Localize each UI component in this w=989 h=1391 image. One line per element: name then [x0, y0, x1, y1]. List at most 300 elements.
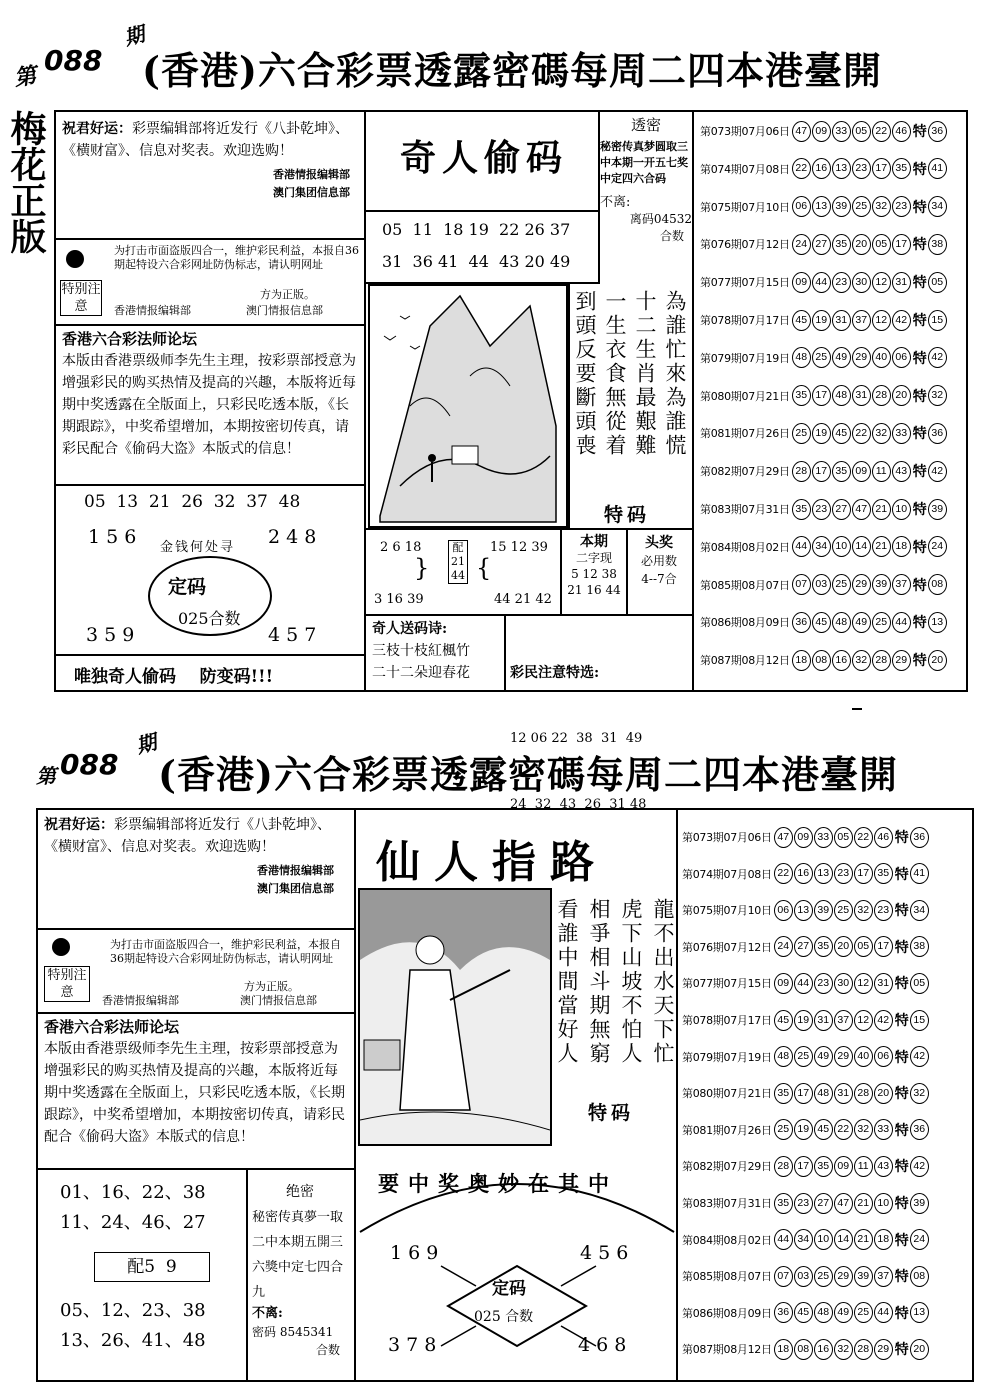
top-forum: [62, 328, 358, 460]
number-ball: 16: [832, 650, 851, 671]
number-ball: 22: [854, 827, 873, 848]
history-row: [682, 1334, 930, 1364]
number-ball: 49: [852, 612, 871, 633]
qiren-l1: 三枝十枝紅楓竹: [372, 643, 470, 659]
forum-title: 香港六合彩法师论坛: [62, 330, 198, 348]
number-ball: 33: [814, 827, 833, 848]
benqi-box: [562, 534, 626, 598]
history-label: 第085期08月07日: [700, 578, 790, 592]
top-num-bl: 3 5 9: [86, 624, 135, 646]
issue-number: 088: [44, 44, 103, 77]
number-ball: 32: [854, 1119, 873, 1140]
notice-text: 为打击市面盗版四合一，维护彩民利益，本报自36期起特设六合彩网址防伪标志，请认明网址: [114, 244, 359, 271]
history-row: [682, 822, 930, 852]
history-row: [700, 418, 948, 448]
landscape-icon: [370, 286, 566, 526]
bottom-heshu: 025 合数: [474, 1309, 534, 1325]
te-label: 特: [912, 275, 927, 292]
number-ball: 27: [832, 499, 851, 520]
toujiang-title: 头奖: [645, 535, 673, 551]
te-ball: 15: [928, 310, 947, 331]
sage-icon: [360, 890, 550, 1144]
top-slogan: 唯独奇人偷码 防变码!!!: [74, 667, 274, 687]
number-ball: 48: [774, 1046, 793, 1067]
history-row: [700, 381, 948, 411]
touhmi-code: 离码04532: [629, 212, 692, 226]
number-ball: 49: [814, 1046, 833, 1067]
history-row: [682, 1225, 930, 1255]
nums-l1: 01、16、22、38: [60, 1182, 206, 1203]
number-ball: 48: [814, 1083, 833, 1104]
bottom-illustration: [358, 888, 552, 1146]
number-ball: 19: [812, 423, 831, 444]
number-ball: 37: [834, 1010, 853, 1031]
number-ball: 17: [892, 234, 911, 255]
history-row: [700, 570, 948, 600]
number-ball: 17: [812, 461, 831, 482]
divider: [54, 324, 366, 326]
number-ball: 21: [854, 1193, 873, 1214]
number-ball: 22: [872, 121, 891, 142]
number-ball: 12: [872, 310, 891, 331]
number-ball: 18: [874, 1229, 893, 1250]
bottom-forum: [44, 1016, 348, 1148]
number-ball: 25: [774, 1119, 793, 1140]
number-ball: 11: [872, 461, 891, 482]
te-ball: 20: [928, 650, 947, 671]
number-ball: 07: [774, 1266, 793, 1287]
number-ball: 47: [852, 499, 871, 520]
te-label: 特: [894, 1232, 909, 1249]
number-ball: 35: [832, 461, 851, 482]
notice-label: 特别注意: [61, 282, 101, 314]
number-ball: 24: [774, 936, 793, 957]
headline: (香港)六合彩票透露密碼每周二四本港臺開: [158, 752, 898, 797]
notice-sign1: 香港情报编辑部: [114, 304, 191, 317]
number-ball: 17: [794, 1156, 813, 1177]
pei-left-bot: 3 16 39: [374, 592, 424, 607]
number-ball: 35: [832, 234, 851, 255]
number-ball: 35: [892, 158, 911, 179]
number-ball: 49: [832, 347, 851, 368]
history-row: [682, 1261, 930, 1291]
number-ball: 35: [814, 936, 833, 957]
top-tema: 特码: [604, 504, 651, 526]
forum-body: 本版由香港票级师李先生主理，按彩票部授意为增强彩民的购买热情及提高的兴趣，本版将近每期中奖透露在全版面上，只彩民吃透本版，《长期跟踪》，中奖希望增加，本期按密切传真，请彩民配合《偷码大盗》本版式的信息！: [44, 1041, 345, 1145]
divider: [364, 110, 366, 692]
number-ball: 16: [812, 158, 831, 179]
number-ball: 49: [834, 1302, 853, 1323]
history-row: [700, 645, 948, 675]
history-row: [682, 1005, 930, 1035]
number-ball: 29: [834, 1266, 853, 1287]
history-row: [700, 305, 948, 335]
number-ball: 18: [892, 536, 911, 557]
history-label: 第075期07月10日: [700, 200, 790, 214]
number-ball: 29: [834, 1046, 853, 1067]
number-ball: 06: [874, 1046, 893, 1067]
history-label: 第074期07月08日: [700, 162, 790, 176]
number-ball: 06: [892, 347, 911, 368]
number-ball: 32: [834, 1339, 853, 1360]
greeting-sign2: 澳门集团信息部: [273, 186, 350, 199]
number-ball: 24: [792, 234, 811, 255]
te-ball: 24: [910, 1229, 929, 1250]
number-ball: 19: [812, 310, 831, 331]
qiren-l2: 二十二朵迎春花: [372, 665, 470, 681]
number-ball: 39: [872, 574, 891, 595]
history-row: [682, 895, 930, 925]
history-label: 第084期08月02日: [700, 540, 790, 554]
juemi-code: 密码 8545341: [252, 1325, 334, 1339]
pei-right-bot: 44 21 42: [494, 592, 552, 607]
number-ball: 31: [832, 310, 851, 331]
number-ball: 22: [774, 863, 793, 884]
number-ball: 14: [834, 1229, 853, 1250]
number-ball: 27: [812, 234, 831, 255]
number-ball: 43: [892, 461, 911, 482]
history-row: [700, 607, 948, 637]
number-ball: 48: [814, 1302, 833, 1323]
te-ball: 36: [910, 827, 929, 848]
history-label: 第077期07月15日: [682, 977, 772, 991]
top-codes-2: 31 36 41 44 43 20 49: [382, 252, 571, 271]
number-ball: 09: [792, 272, 811, 293]
number-ball: 33: [892, 423, 911, 444]
history-row: [700, 192, 948, 222]
history-row: [700, 116, 948, 146]
divider: [54, 654, 366, 656]
number-ball: 10: [832, 536, 851, 557]
history-label: 第081期07月26日: [700, 427, 790, 441]
history-label: 第081期07月26日: [682, 1123, 772, 1137]
forum-body: 本版由香港票级师李先生主理，按彩票部授意为增强彩民的购买热情及提高的兴趣，本版将近每期中奖透露在全版面上，只彩民吃透本版，《长期跟踪》，中奖希望增加，本期按密切传真，请彩民配合《偷码大盗》本版式的信息！: [62, 353, 356, 457]
number-ball: 28: [792, 461, 811, 482]
number-ball: 29: [852, 574, 871, 595]
number-ball: 48: [832, 612, 851, 633]
notice-text: 为打击市面盗版四合一，维护彩民利益，本报自36期起特设六合彩网址防伪标志，请认明网址: [110, 938, 341, 965]
divider: [366, 528, 692, 530]
history-row: [682, 1115, 930, 1145]
te-label: 特: [894, 1342, 909, 1359]
number-ball: 28: [872, 650, 891, 671]
number-ball: 23: [852, 158, 871, 179]
number-ball: 19: [794, 1119, 813, 1140]
te-label: 特: [894, 903, 909, 920]
history-row: [682, 1078, 930, 1108]
number-ball: 39: [854, 1266, 873, 1287]
number-ball: 21: [872, 536, 891, 557]
history-row: [682, 1151, 930, 1181]
number-ball: 28: [872, 385, 891, 406]
bottom-notice: [44, 934, 350, 1010]
notice-sign1: 香港情报编辑部: [102, 994, 179, 1007]
te-ball: 08: [928, 574, 947, 595]
history-label: 第086期08月09日: [700, 616, 790, 630]
te-ball: 34: [928, 196, 947, 217]
history-label: 第082期07月29日: [700, 465, 790, 479]
number-ball: 32: [872, 196, 891, 217]
number-ball: 12: [854, 973, 873, 994]
number-ball: 31: [852, 385, 871, 406]
number-ball: 43: [874, 1156, 893, 1177]
number-ball: 23: [832, 272, 851, 293]
number-ball: 45: [794, 1302, 813, 1323]
te-label: 特: [912, 124, 927, 140]
number-ball: 31: [834, 1083, 853, 1104]
te-label: 特: [912, 539, 927, 556]
number-ball: 35: [792, 385, 811, 406]
history-row: [700, 229, 948, 259]
brace-icon: }: [414, 554, 430, 582]
greeting-sign1: 香港情报编辑部: [273, 168, 350, 181]
notice-label: 特别注意: [44, 966, 90, 1002]
number-ball: 20: [852, 234, 871, 255]
number-ball: 23: [812, 499, 831, 520]
juemi-buli: 不离:: [252, 1306, 283, 1321]
number-ball: 13: [794, 900, 813, 921]
history-label: 第087期08月12日: [700, 654, 790, 668]
brace-icon: {: [476, 554, 492, 582]
number-ball: 12: [854, 1010, 873, 1031]
caimin-box: [510, 618, 690, 838]
bottom-tema: 特码: [588, 1102, 635, 1124]
divider: [54, 238, 366, 240]
number-ball: 09: [774, 973, 793, 994]
number-ball: 23: [794, 1193, 813, 1214]
history-list-top: [700, 116, 964, 686]
te-ball: 36: [910, 1119, 929, 1140]
history-label: 第076期07月12日: [682, 940, 772, 954]
number-ball: 33: [832, 121, 851, 142]
number-ball: 09: [834, 1156, 853, 1177]
number-ball: 45: [792, 310, 811, 331]
te-label: 特: [912, 464, 927, 481]
te-ball: 42: [928, 461, 947, 482]
poem-col-1: 龍不出水天下忙: [651, 898, 675, 1066]
history-label: 第078期07月17日: [682, 1014, 772, 1027]
history-row: [682, 1042, 930, 1072]
te-ball: 34: [910, 900, 929, 921]
history-label: 第079期07月19日: [682, 1050, 772, 1064]
number-ball: 22: [834, 1119, 853, 1140]
number-ball: 42: [892, 310, 911, 331]
top-dingma: 定码: [168, 576, 207, 598]
number-ball: 44: [774, 1229, 793, 1250]
top-num-tl: 1 5 6: [88, 526, 137, 548]
te-ball: 32: [910, 1083, 929, 1104]
bomb-icon: [52, 938, 70, 956]
history-row: [682, 968, 930, 998]
te-ball: 32: [928, 385, 947, 406]
poem-col-2: 虎下山坡不怕人: [619, 898, 643, 1066]
number-ball: 10: [814, 1229, 833, 1250]
history-row: [700, 532, 948, 562]
number-ball: 25: [792, 423, 811, 444]
number-ball: 23: [892, 196, 911, 217]
history-label: 第073期07月06日: [700, 125, 790, 138]
number-ball: 46: [874, 827, 893, 848]
divider: [676, 808, 678, 1382]
te-ball: 05: [928, 272, 947, 293]
history-row: [700, 343, 948, 373]
top-touhmi: [600, 114, 692, 244]
number-ball: 17: [794, 1083, 813, 1104]
te-label: 特: [894, 1269, 909, 1286]
number-ball: 23: [814, 973, 833, 994]
bottom-nums-2: [60, 1296, 206, 1356]
te-label: 特: [912, 577, 927, 594]
number-ball: 48: [792, 347, 811, 368]
number-ball: 35: [874, 863, 893, 884]
number-ball: 36: [774, 1302, 793, 1323]
divider: [568, 284, 570, 528]
top-poem: [572, 290, 690, 490]
te-ball: 41: [910, 863, 929, 884]
qiren-box: [372, 618, 502, 684]
history-label: 第080期07月21日: [682, 1087, 772, 1101]
number-ball: 25: [854, 1302, 873, 1323]
history-label: 第076期07月12日: [700, 238, 790, 252]
number-ball: 21: [872, 499, 891, 520]
number-ball: 13: [814, 863, 833, 884]
poem-col-4: 看誰中間當好人: [555, 898, 579, 1066]
number-ball: 34: [794, 1229, 813, 1250]
greeting-title: 祝君好运：: [44, 817, 114, 833]
issue-number: 088: [60, 748, 119, 781]
history-label: 第084期08月02日: [682, 1233, 772, 1247]
number-ball: 25: [794, 1046, 813, 1067]
number-ball: 27: [794, 936, 813, 957]
history-label: 第087期08月12日: [682, 1343, 772, 1357]
number-ball: 47: [774, 827, 793, 848]
number-ball: 05: [852, 121, 871, 142]
number-ball: 42: [874, 1010, 893, 1031]
number-ball: 25: [834, 900, 853, 921]
number-ball: 17: [874, 936, 893, 957]
headline: (香港)六合彩票透露密碼每周二四本港臺開: [142, 48, 882, 93]
number-ball: 30: [852, 272, 871, 293]
poem-col-4: 到頭反要斷頭喪: [573, 290, 597, 458]
te-label: 特: [894, 1086, 909, 1103]
benqi-sub: 二字现: [575, 551, 612, 565]
bottom-poem: [554, 898, 678, 1098]
number-ball: 16: [814, 1339, 833, 1360]
number-ball: 39: [832, 196, 851, 217]
bottom-num-tl: 1 6 9: [390, 1242, 439, 1264]
te-ball: 41: [928, 158, 947, 179]
number-ball: 19: [794, 1010, 813, 1031]
te-label: 特: [894, 976, 909, 993]
te-ball: 39: [910, 1193, 929, 1214]
number-ball: 08: [812, 650, 831, 671]
bottom-dingma: 定码: [492, 1279, 526, 1299]
number-ball: 31: [814, 1010, 833, 1031]
caimin-l1: 12 06 22 38 31 49: [510, 731, 643, 746]
number-ball: 18: [792, 650, 811, 671]
number-ball: 09: [852, 461, 871, 482]
number-ball: 08: [794, 1339, 813, 1360]
number-ball: 06: [774, 900, 793, 921]
number-ball: 22: [792, 158, 811, 179]
number-ball: 40: [872, 347, 891, 368]
number-ball: 47: [834, 1193, 853, 1214]
number-ball: 13: [832, 158, 851, 179]
history-row: [682, 1188, 930, 1218]
greeting-title: 祝君好运：: [62, 121, 132, 137]
history-row: [700, 494, 948, 524]
number-ball: 45: [812, 612, 831, 633]
number-ball: 39: [814, 900, 833, 921]
notice-sign2: 澳门情报信息部: [240, 994, 317, 1007]
te-label: 特: [894, 1013, 909, 1029]
pei-box: [370, 532, 560, 616]
history-label: 第075期07月10日: [682, 904, 772, 918]
history-row: [682, 1298, 930, 1328]
nums-l3: 05、12、23、38: [60, 1300, 206, 1321]
te-ball: 42: [910, 1156, 929, 1177]
divider: [36, 928, 354, 930]
te-label: 特: [912, 502, 927, 518]
pei-right-top: 15 12 39: [490, 540, 548, 555]
notice-sign2: 澳门情报信息部: [246, 304, 323, 317]
history-row: [682, 859, 930, 889]
top-num-tr: 2 4 8: [268, 526, 317, 548]
history-label: 第073期07月06日: [682, 831, 772, 844]
top-title: 奇人偷码: [400, 137, 569, 179]
number-ball: 45: [814, 1119, 833, 1140]
nums-l4: 13、26、41、48: [60, 1330, 206, 1351]
te-label: 特: [912, 237, 927, 254]
te-ball: 36: [928, 121, 947, 142]
side-label: 梅花正版: [5, 110, 47, 254]
bottom-arc-text: 要中奖奥妙在其中: [378, 1171, 618, 1196]
qiren-title: 奇人送码诗:: [372, 621, 448, 637]
number-ball: 35: [774, 1193, 793, 1214]
poem-col-2: 十二生肖最艱難: [633, 290, 657, 458]
divider: [366, 210, 598, 212]
number-ball: 06: [792, 196, 811, 217]
top-heshu: 025合数: [178, 609, 241, 628]
number-ball: 23: [834, 863, 853, 884]
issue-suffix: 期: [133, 729, 160, 759]
te-ball: 24: [928, 536, 947, 557]
number-ball: 32: [854, 900, 873, 921]
issue-prefix: 第: [12, 63, 38, 92]
history-label: 第082期07月29日: [682, 1160, 772, 1174]
bottom-num-br: 4 6 8: [578, 1334, 627, 1356]
divider: [504, 614, 506, 692]
number-ball: 45: [774, 1010, 793, 1031]
te-ball: 20: [910, 1339, 929, 1360]
poem-col-3: 一生衣食無從着: [603, 290, 627, 458]
te-ball: 05: [910, 973, 929, 994]
pei-label: 配 21 44: [448, 540, 468, 584]
issue-suffix: 期: [121, 21, 148, 51]
bottom-title: 仙人指路: [376, 837, 608, 888]
history-row: [700, 456, 948, 486]
issue-prefix: 第: [36, 764, 56, 788]
top-left-nums: 05 13 21 26 32 37 48: [84, 492, 301, 512]
touhmi-suffix: 合数: [659, 229, 684, 243]
history-label: 第085期08月07日: [682, 1270, 772, 1284]
number-ball: 10: [892, 499, 911, 520]
number-ball: 45: [832, 423, 851, 444]
te-label: 特: [912, 161, 927, 178]
bomb-icon: [66, 250, 84, 268]
history-label: 第078期07月17日: [700, 314, 790, 327]
history-label: 第077期07月15日: [700, 276, 790, 290]
